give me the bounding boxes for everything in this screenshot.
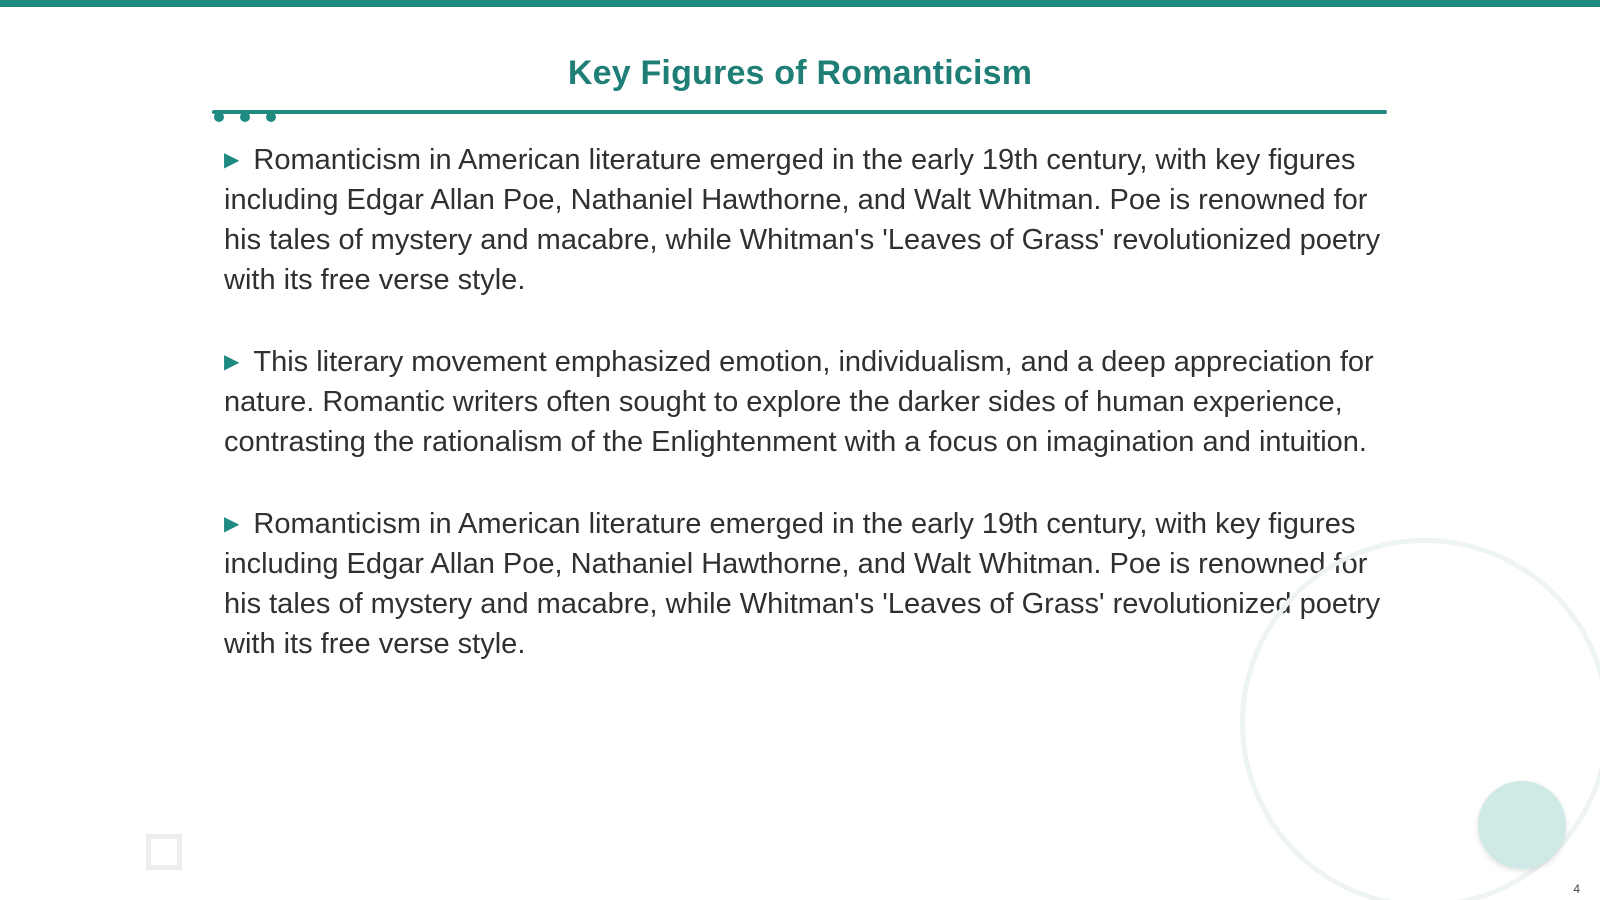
triangle-bullet-icon: ▶ bbox=[224, 351, 240, 373]
triangle-bullet-icon: ▶ bbox=[224, 513, 240, 535]
decorative-square bbox=[146, 834, 182, 870]
bullet-list bbox=[224, 140, 1384, 706]
page-number: 4 bbox=[1573, 882, 1580, 896]
bullet-item bbox=[224, 504, 1384, 664]
slide-title: Key Figures of Romanticism bbox=[567, 54, 1033, 92]
bullet-text: This literary movement emphasized emotion, individualism, and a deep appreciation for nature. Romantic writers often sought to explore the darker sides of human experience, contrasting the rationalism of the Enlightenment with a focus on imagination and intuition. bbox=[224, 346, 1374, 458]
bullet-item bbox=[224, 140, 1384, 300]
decorative-dot bbox=[240, 112, 250, 122]
bullet-text: Romanticism in American literature emerged in the early 19th century, with key figures including Edgar Allan Poe, Nathaniel Hawthorne, and Walt Whitman. Poe is renowned for his tales of mystery and macabre, while Whitman's 'Leaves of Grass' revolutionized poetry with its free verse style. bbox=[224, 508, 1381, 660]
triangle-bullet-icon: ▶ bbox=[224, 149, 240, 171]
bullet-item bbox=[224, 342, 1384, 462]
top-accent-bar bbox=[0, 0, 1600, 7]
decorative-circle bbox=[1478, 781, 1566, 869]
title-underline bbox=[212, 110, 1387, 114]
decorative-dot bbox=[214, 112, 224, 122]
bullet-text: Romanticism in American literature emerged in the early 19th century, with key figures including Edgar Allan Poe, Nathaniel Hawthorne, and Walt Whitman. Poe is renowned for his tales of mystery and macabre, while Whitman's 'Leaves of Grass' revolutionized poetry with its free verse style. bbox=[224, 144, 1381, 296]
decorative-dot bbox=[266, 112, 276, 122]
